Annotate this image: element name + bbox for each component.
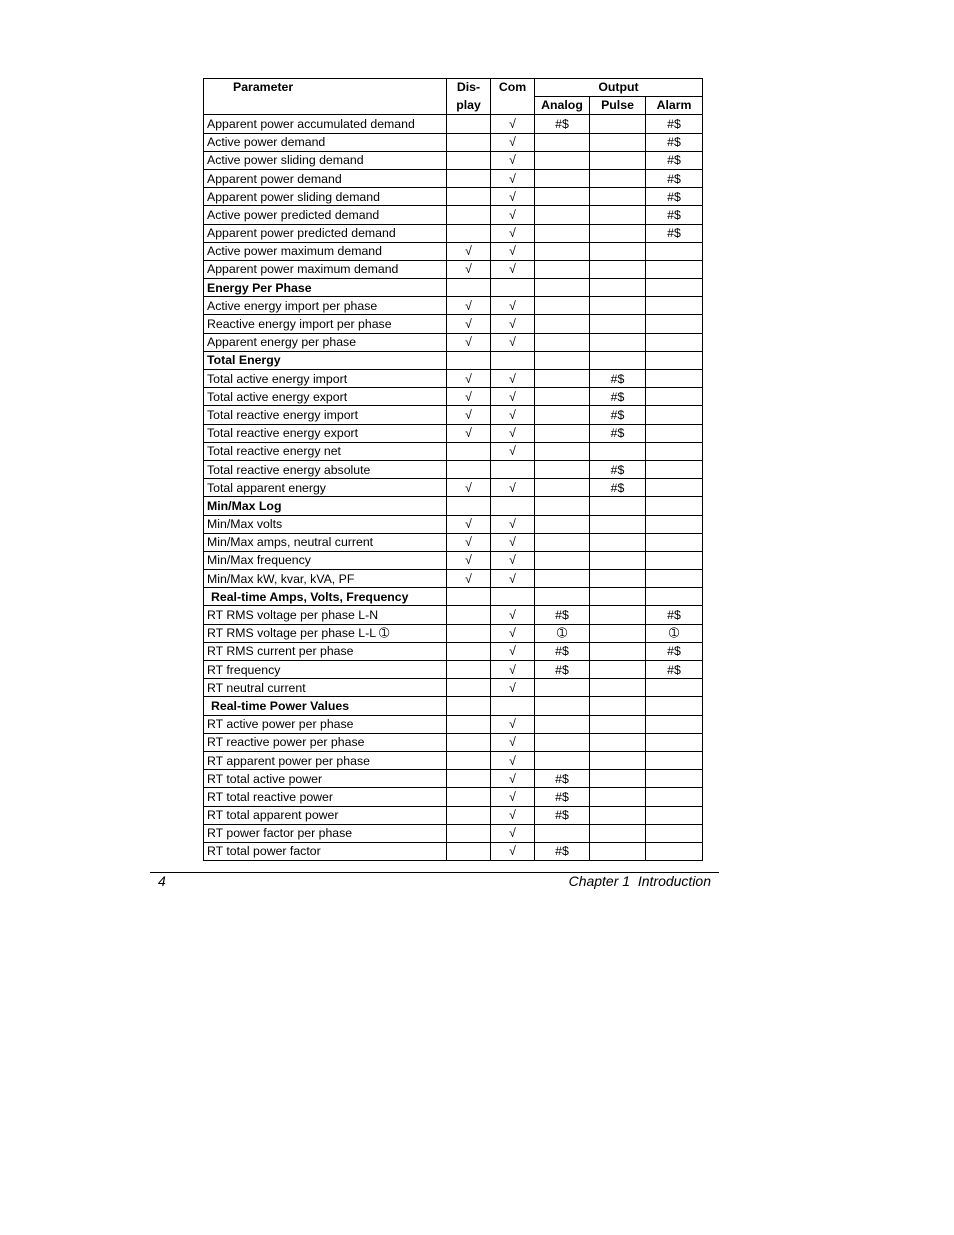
pulse-cell bbox=[590, 224, 646, 242]
parameter-cell: RT total apparent power bbox=[204, 806, 447, 824]
parameter-cell: Active energy import per phase bbox=[204, 297, 447, 315]
com-cell bbox=[491, 497, 535, 515]
alarm-cell bbox=[646, 260, 703, 278]
com-cell: √ bbox=[491, 806, 535, 824]
pulse-cell bbox=[590, 242, 646, 260]
parameter-cell: RT frequency bbox=[204, 661, 447, 679]
analog-cell bbox=[535, 533, 590, 551]
analog-cell bbox=[535, 279, 590, 297]
com-cell: √ bbox=[491, 661, 535, 679]
analog-cell: #$ bbox=[535, 770, 590, 788]
parameter-cell: Apparent power maximum demand bbox=[204, 260, 447, 278]
alarm-cell bbox=[646, 479, 703, 497]
display-cell bbox=[447, 133, 491, 151]
parameter-cell: RT RMS current per phase bbox=[204, 642, 447, 660]
table-row bbox=[204, 770, 703, 788]
analog-cell: #$ bbox=[535, 806, 590, 824]
analog-cell bbox=[535, 206, 590, 224]
com-cell: √ bbox=[491, 260, 535, 278]
parameter-cell: Total active energy import bbox=[204, 370, 447, 388]
parameter-cell: RT power factor per phase bbox=[204, 824, 447, 842]
analog-cell: #$ bbox=[535, 788, 590, 806]
table-row bbox=[204, 824, 703, 842]
analog-cell: #$ bbox=[535, 842, 590, 860]
alarm-cell bbox=[646, 806, 703, 824]
display-cell bbox=[447, 642, 491, 660]
pulse-cell bbox=[590, 661, 646, 679]
analog-cell bbox=[535, 479, 590, 497]
table-row bbox=[204, 479, 703, 497]
analog-cell bbox=[535, 260, 590, 278]
display-cell bbox=[447, 842, 491, 860]
pulse-cell bbox=[590, 279, 646, 297]
analog-cell bbox=[535, 224, 590, 242]
table-row bbox=[204, 370, 703, 388]
table-row bbox=[204, 515, 703, 533]
parameter-cell: RT total power factor bbox=[204, 842, 447, 860]
parameter-cell: Active power demand bbox=[204, 133, 447, 151]
display-cell bbox=[447, 442, 491, 460]
table-row bbox=[204, 151, 703, 169]
display-cell bbox=[447, 788, 491, 806]
alarm-cell bbox=[646, 588, 703, 606]
parameter-cell: Min/Max amps, neutral current bbox=[204, 533, 447, 551]
parameter-cell: Active power sliding demand bbox=[204, 151, 447, 169]
table-row bbox=[204, 733, 703, 751]
parameter-cell: RT total reactive power bbox=[204, 788, 447, 806]
alarm-cell bbox=[646, 388, 703, 406]
com-cell: √ bbox=[491, 570, 535, 588]
alarm-cell bbox=[646, 242, 703, 260]
parameter-cell: Total reactive energy absolute bbox=[204, 460, 447, 478]
header-output: Output bbox=[535, 79, 703, 97]
com-cell: √ bbox=[491, 169, 535, 187]
table-row bbox=[204, 242, 703, 260]
analog-cell bbox=[535, 497, 590, 515]
alarm-cell bbox=[646, 442, 703, 460]
table-row bbox=[204, 333, 703, 351]
analog-cell: #$ bbox=[535, 661, 590, 679]
table-row bbox=[204, 206, 703, 224]
com-cell: √ bbox=[491, 297, 535, 315]
parameter-cell: Apparent power sliding demand bbox=[204, 188, 447, 206]
table-row bbox=[204, 788, 703, 806]
parameter-cell: Min/Max kW, kvar, kVA, PF bbox=[204, 570, 447, 588]
analog-cell bbox=[535, 333, 590, 351]
display-cell: √ bbox=[447, 424, 491, 442]
table-row bbox=[204, 715, 703, 733]
display-cell: √ bbox=[447, 388, 491, 406]
pulse-cell: #$ bbox=[590, 460, 646, 478]
alarm-cell: #$ bbox=[646, 606, 703, 624]
parameter-cell: RT active power per phase bbox=[204, 715, 447, 733]
alarm-cell: #$ bbox=[646, 115, 703, 133]
pulse-cell: #$ bbox=[590, 479, 646, 497]
parameter-cell: Total reactive energy export bbox=[204, 424, 447, 442]
table-row bbox=[204, 115, 703, 133]
com-cell: √ bbox=[491, 206, 535, 224]
analog-cell bbox=[535, 570, 590, 588]
alarm-cell bbox=[646, 406, 703, 424]
alarm-cell bbox=[646, 733, 703, 751]
alarm-cell bbox=[646, 824, 703, 842]
display-cell bbox=[447, 497, 491, 515]
parameter-cell: RT neutral current bbox=[204, 679, 447, 697]
alarm-cell: #$ bbox=[646, 151, 703, 169]
analog-cell bbox=[535, 188, 590, 206]
display-cell bbox=[447, 206, 491, 224]
pulse-cell bbox=[590, 806, 646, 824]
footer-chapter-title: Chapter 1 Introduction bbox=[568, 873, 711, 889]
table-row bbox=[204, 224, 703, 242]
pulse-cell bbox=[590, 151, 646, 169]
table-row bbox=[204, 297, 703, 315]
pulse-cell bbox=[590, 606, 646, 624]
alarm-cell bbox=[646, 533, 703, 551]
alarm-cell: #$ bbox=[646, 206, 703, 224]
com-cell: √ bbox=[491, 479, 535, 497]
table-row bbox=[204, 551, 703, 569]
table-row bbox=[204, 642, 703, 660]
display-cell bbox=[447, 715, 491, 733]
display-cell: √ bbox=[447, 315, 491, 333]
display-cell: √ bbox=[447, 479, 491, 497]
table-row bbox=[204, 424, 703, 442]
table-row bbox=[204, 460, 703, 478]
alarm-cell bbox=[646, 715, 703, 733]
display-cell bbox=[447, 751, 491, 769]
header-pulse: Pulse bbox=[590, 97, 646, 115]
com-cell: √ bbox=[491, 442, 535, 460]
pulse-cell bbox=[590, 297, 646, 315]
pulse-cell bbox=[590, 588, 646, 606]
parameter-cell: Apparent power predicted demand bbox=[204, 224, 447, 242]
alarm-cell bbox=[646, 788, 703, 806]
analog-cell: ➀ bbox=[535, 624, 590, 642]
display-cell bbox=[447, 606, 491, 624]
com-cell bbox=[491, 588, 535, 606]
parameter-cell: RT RMS voltage per phase L-L ➀ bbox=[204, 624, 447, 642]
alarm-cell: #$ bbox=[646, 224, 703, 242]
display-cell: √ bbox=[447, 242, 491, 260]
footer-page-number: 4 bbox=[158, 873, 166, 889]
display-cell bbox=[447, 279, 491, 297]
analog-cell bbox=[535, 351, 590, 369]
parameter-table bbox=[203, 78, 703, 861]
alarm-cell bbox=[646, 315, 703, 333]
pulse-cell bbox=[590, 206, 646, 224]
table-row bbox=[204, 169, 703, 187]
alarm-cell bbox=[646, 679, 703, 697]
display-cell: √ bbox=[447, 260, 491, 278]
display-cell: √ bbox=[447, 370, 491, 388]
table-row bbox=[204, 260, 703, 278]
com-cell: √ bbox=[491, 733, 535, 751]
parameter-cell: RT apparent power per phase bbox=[204, 751, 447, 769]
display-cell bbox=[447, 588, 491, 606]
section-row bbox=[204, 279, 703, 297]
pulse-cell bbox=[590, 842, 646, 860]
analog-cell bbox=[535, 442, 590, 460]
section-row bbox=[204, 588, 703, 606]
pulse-cell bbox=[590, 115, 646, 133]
com-cell: √ bbox=[491, 388, 535, 406]
com-cell: √ bbox=[491, 242, 535, 260]
display-cell bbox=[447, 224, 491, 242]
display-cell bbox=[447, 824, 491, 842]
display-cell bbox=[447, 351, 491, 369]
display-cell: √ bbox=[447, 551, 491, 569]
parameter-cell: Apparent energy per phase bbox=[204, 333, 447, 351]
table-row bbox=[204, 679, 703, 697]
alarm-cell bbox=[646, 370, 703, 388]
analog-cell bbox=[535, 169, 590, 187]
section-title: Real-time Amps, Volts, Frequency bbox=[204, 588, 447, 606]
parameter-cell: Total active energy export bbox=[204, 388, 447, 406]
pulse-cell bbox=[590, 824, 646, 842]
pulse-cell bbox=[590, 260, 646, 278]
alarm-cell bbox=[646, 697, 703, 715]
com-cell: √ bbox=[491, 133, 535, 151]
table-row bbox=[204, 661, 703, 679]
alarm-cell bbox=[646, 279, 703, 297]
display-cell bbox=[447, 661, 491, 679]
pulse-cell bbox=[590, 642, 646, 660]
com-cell: √ bbox=[491, 551, 535, 569]
analog-cell: #$ bbox=[535, 642, 590, 660]
alarm-cell bbox=[646, 570, 703, 588]
section-row bbox=[204, 351, 703, 369]
analog-cell bbox=[535, 406, 590, 424]
pulse-cell bbox=[590, 715, 646, 733]
com-cell: √ bbox=[491, 115, 535, 133]
com-cell: √ bbox=[491, 679, 535, 697]
alarm-cell bbox=[646, 751, 703, 769]
display-cell bbox=[447, 151, 491, 169]
alarm-cell: #$ bbox=[646, 642, 703, 660]
table-row bbox=[204, 315, 703, 333]
pulse-cell bbox=[590, 788, 646, 806]
analog-cell bbox=[535, 133, 590, 151]
com-cell: √ bbox=[491, 188, 535, 206]
pulse-cell bbox=[590, 697, 646, 715]
pulse-cell bbox=[590, 751, 646, 769]
display-cell bbox=[447, 806, 491, 824]
display-cell bbox=[447, 115, 491, 133]
pulse-cell bbox=[590, 533, 646, 551]
header-display-top: Dis- bbox=[447, 79, 491, 97]
pulse-cell bbox=[590, 551, 646, 569]
header-com: Com bbox=[491, 79, 535, 115]
com-cell: √ bbox=[491, 424, 535, 442]
com-cell bbox=[491, 460, 535, 478]
parameter-cell: Active power maximum demand bbox=[204, 242, 447, 260]
display-cell bbox=[447, 188, 491, 206]
analog-cell bbox=[535, 588, 590, 606]
alarm-cell: #$ bbox=[646, 133, 703, 151]
com-cell: √ bbox=[491, 624, 535, 642]
table-row bbox=[204, 806, 703, 824]
com-cell: √ bbox=[491, 824, 535, 842]
analog-cell bbox=[535, 370, 590, 388]
analog-cell bbox=[535, 151, 590, 169]
alarm-cell bbox=[646, 515, 703, 533]
display-cell bbox=[447, 169, 491, 187]
display-cell: √ bbox=[447, 515, 491, 533]
alarm-cell: ➀ bbox=[646, 624, 703, 642]
analog-cell bbox=[535, 315, 590, 333]
analog-cell: #$ bbox=[535, 115, 590, 133]
pulse-cell: #$ bbox=[590, 406, 646, 424]
section-title: Energy Per Phase bbox=[204, 279, 447, 297]
analog-cell bbox=[535, 697, 590, 715]
alarm-cell bbox=[646, 424, 703, 442]
table-row bbox=[204, 570, 703, 588]
table-row bbox=[204, 533, 703, 551]
com-cell: √ bbox=[491, 788, 535, 806]
alarm-cell bbox=[646, 333, 703, 351]
parameter-cell: Total reactive energy import bbox=[204, 406, 447, 424]
parameter-cell: Total apparent energy bbox=[204, 479, 447, 497]
alarm-cell bbox=[646, 460, 703, 478]
display-cell: √ bbox=[447, 533, 491, 551]
alarm-cell: #$ bbox=[646, 188, 703, 206]
com-cell: √ bbox=[491, 224, 535, 242]
pulse-cell bbox=[590, 133, 646, 151]
parameter-cell: Min/Max volts bbox=[204, 515, 447, 533]
parameter-cell: RT RMS voltage per phase L-N bbox=[204, 606, 447, 624]
alarm-cell bbox=[646, 842, 703, 860]
table-row bbox=[204, 442, 703, 460]
pulse-cell bbox=[590, 733, 646, 751]
display-cell bbox=[447, 770, 491, 788]
parameter-cell: Total reactive energy net bbox=[204, 442, 447, 460]
alarm-cell bbox=[646, 297, 703, 315]
com-cell: √ bbox=[491, 533, 535, 551]
analog-cell bbox=[535, 388, 590, 406]
analog-cell bbox=[535, 733, 590, 751]
analog-cell bbox=[535, 242, 590, 260]
pulse-cell bbox=[590, 351, 646, 369]
display-cell bbox=[447, 697, 491, 715]
display-cell: √ bbox=[447, 297, 491, 315]
analog-cell bbox=[535, 297, 590, 315]
alarm-cell bbox=[646, 770, 703, 788]
com-cell: √ bbox=[491, 370, 535, 388]
com-cell: √ bbox=[491, 333, 535, 351]
pulse-cell bbox=[590, 333, 646, 351]
parameter-cell: Apparent power demand bbox=[204, 169, 447, 187]
pulse-cell bbox=[590, 570, 646, 588]
table-row bbox=[204, 751, 703, 769]
pulse-cell: #$ bbox=[590, 424, 646, 442]
analog-cell bbox=[535, 551, 590, 569]
pulse-cell bbox=[590, 770, 646, 788]
table-row bbox=[204, 842, 703, 860]
table-row bbox=[204, 406, 703, 424]
com-cell: √ bbox=[491, 606, 535, 624]
parameter-cell: Active power predicted demand bbox=[204, 206, 447, 224]
section-title: Total Energy bbox=[204, 351, 447, 369]
header-analog: Analog bbox=[535, 97, 590, 115]
parameter-cell: RT reactive power per phase bbox=[204, 733, 447, 751]
section-title: Min/Max Log bbox=[204, 497, 447, 515]
alarm-cell: #$ bbox=[646, 661, 703, 679]
com-cell: √ bbox=[491, 751, 535, 769]
header-parameter: Parameter bbox=[204, 79, 447, 115]
display-cell: √ bbox=[447, 406, 491, 424]
pulse-cell bbox=[590, 442, 646, 460]
com-cell: √ bbox=[491, 406, 535, 424]
table-row bbox=[204, 188, 703, 206]
section-title: Real-time Power Values bbox=[204, 697, 447, 715]
com-cell bbox=[491, 697, 535, 715]
pulse-cell bbox=[590, 169, 646, 187]
table-row bbox=[204, 388, 703, 406]
parameter-cell: Reactive energy import per phase bbox=[204, 315, 447, 333]
display-cell bbox=[447, 733, 491, 751]
alarm-cell: #$ bbox=[646, 169, 703, 187]
parameter-cell: Min/Max frequency bbox=[204, 551, 447, 569]
pulse-cell bbox=[590, 315, 646, 333]
com-cell: √ bbox=[491, 715, 535, 733]
table-row bbox=[204, 133, 703, 151]
pulse-cell bbox=[590, 497, 646, 515]
display-cell bbox=[447, 460, 491, 478]
analog-cell bbox=[535, 424, 590, 442]
header-alarm: Alarm bbox=[646, 97, 703, 115]
com-cell bbox=[491, 279, 535, 297]
parameter-cell: RT total active power bbox=[204, 770, 447, 788]
header-display-bottom: play bbox=[447, 97, 491, 115]
table-body bbox=[204, 115, 703, 861]
display-cell: √ bbox=[447, 570, 491, 588]
com-cell: √ bbox=[491, 842, 535, 860]
table-row bbox=[204, 624, 703, 642]
analog-cell: #$ bbox=[535, 606, 590, 624]
com-cell: √ bbox=[491, 315, 535, 333]
section-row bbox=[204, 497, 703, 515]
alarm-cell bbox=[646, 497, 703, 515]
analog-cell bbox=[535, 515, 590, 533]
pulse-cell: #$ bbox=[590, 388, 646, 406]
pulse-cell bbox=[590, 188, 646, 206]
analog-cell bbox=[535, 751, 590, 769]
display-cell: √ bbox=[447, 333, 491, 351]
analog-cell bbox=[535, 679, 590, 697]
com-cell: √ bbox=[491, 515, 535, 533]
analog-cell bbox=[535, 824, 590, 842]
com-cell: √ bbox=[491, 642, 535, 660]
com-cell: √ bbox=[491, 151, 535, 169]
display-cell bbox=[447, 624, 491, 642]
alarm-cell bbox=[646, 551, 703, 569]
parameter-cell: Apparent power accumulated demand bbox=[204, 115, 447, 133]
alarm-cell bbox=[646, 351, 703, 369]
analog-cell bbox=[535, 715, 590, 733]
pulse-cell bbox=[590, 515, 646, 533]
display-cell bbox=[447, 679, 491, 697]
table-row bbox=[204, 606, 703, 624]
pulse-cell bbox=[590, 679, 646, 697]
section-row bbox=[204, 697, 703, 715]
pulse-cell bbox=[590, 624, 646, 642]
com-cell bbox=[491, 351, 535, 369]
analog-cell bbox=[535, 460, 590, 478]
pulse-cell: #$ bbox=[590, 370, 646, 388]
com-cell: √ bbox=[491, 770, 535, 788]
